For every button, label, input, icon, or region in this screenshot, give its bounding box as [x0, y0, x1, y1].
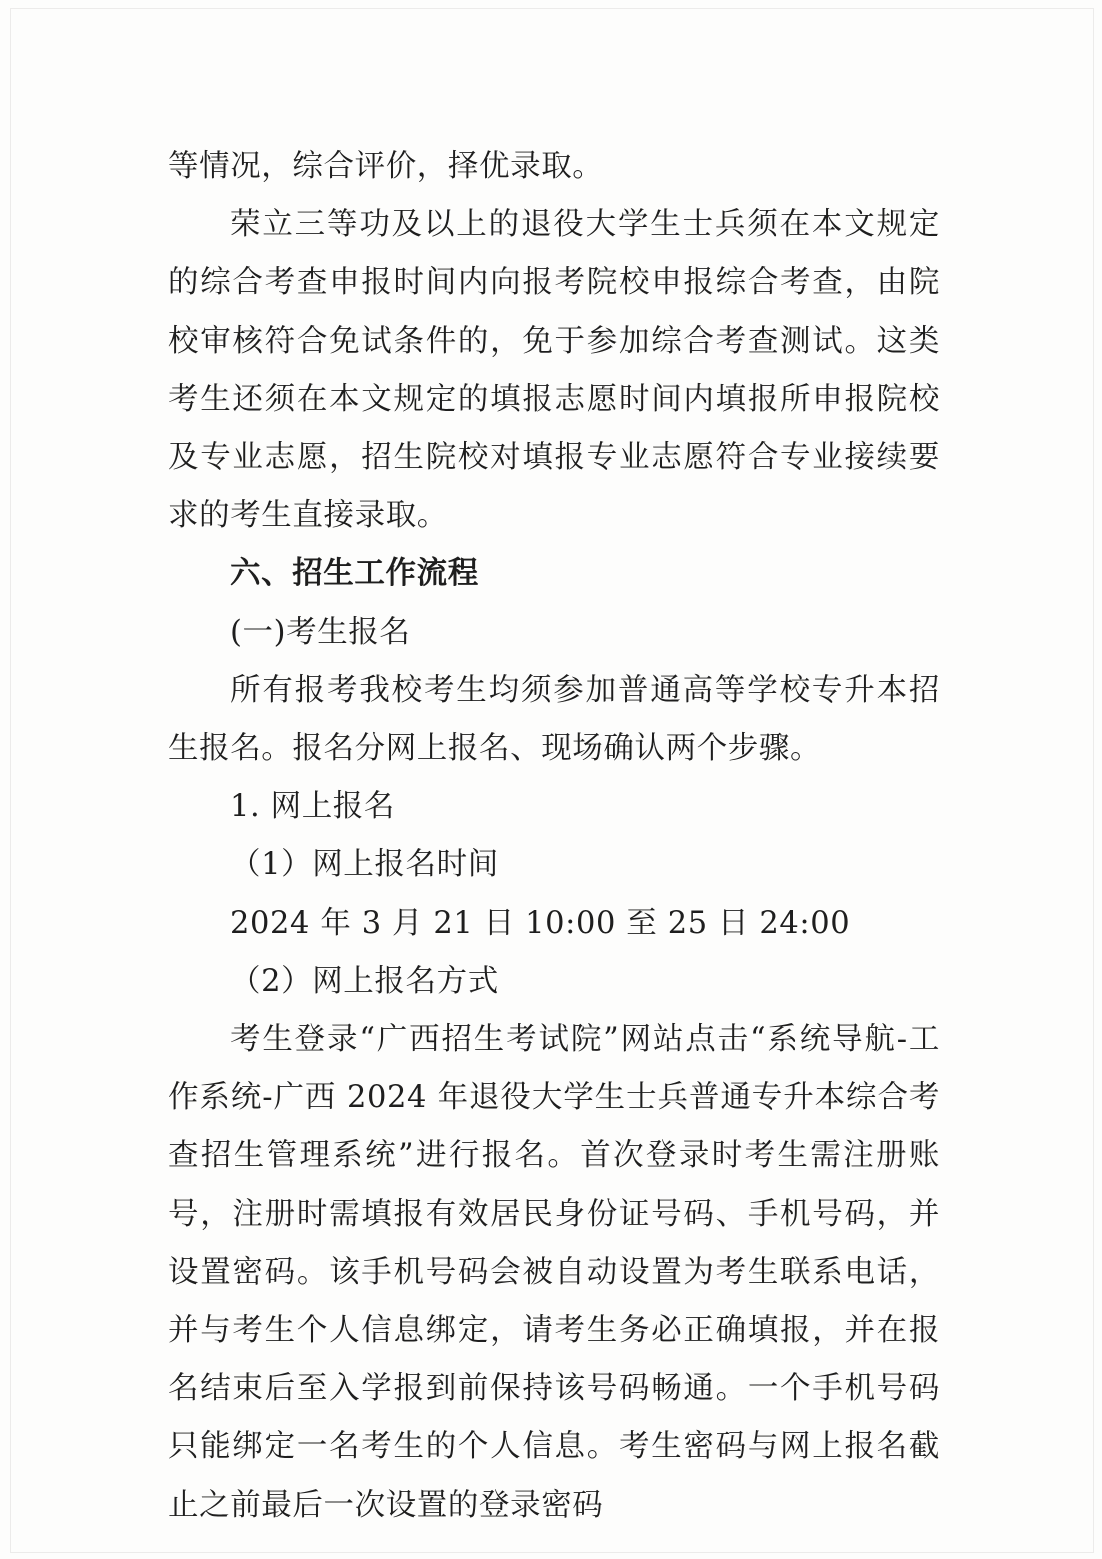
- document-body: [168, 138, 940, 1535]
- item-heading-registration-time: （1）网上报名时间: [230, 847, 499, 883]
- section-heading-enrollment-process: 六、招生工作流程: [230, 556, 479, 592]
- paragraph-registration-dates: 2024 年 3 月 21 日 10:00 至 25 日 24:00: [230, 905, 851, 941]
- item-heading-online-registration: 1. 网上报名: [230, 789, 395, 825]
- paragraph-registration-instructions: 考生登录“广西招生考试院”网站点击“系统导航-工作系统-广西 2024 年退役大学生士兵普通专升本综合考查招生管理系统”进行报名。首次登录时考生需注册账号，注册时需填报有效居民身份证号码、手机号码，并设置密码。该手机号码会被自动设置为考生联系电话，并与考生个人信息绑定，请考生务必正确填报，并在报名结束后至入学报到前保持该号码畅通。一个手机号码只能绑定一名考生的个人信息。考生密码与网上报名截止之前最后一次设置的登录密码: [168, 1022, 940, 1523]
- paragraph-evaluation: 等情况，综合评价，择优录取。: [168, 149, 604, 184]
- paragraph-merit-exemption: 荣立三等功及以上的退役大学生士兵须在本文规定的综合考查申报时间内向报考院校申报综合考查，由院校审核符合免试条件的，免于参加综合考查测试。这类考生还须在本文规定的填报志愿时间内填报所申报院校及专业志愿，招生院校对填报专业志愿符合专业接续要求的考生直接录取。: [168, 207, 940, 534]
- subsection-heading-registration: (一)考生报名: [230, 614, 411, 650]
- paragraph-registration-steps: 所有报考我校考生均须参加普通高等学校专升本招生报名。报名分网上报名、现场确认两个步骤。: [168, 672, 940, 767]
- item-heading-registration-method: （2）网上报名方式: [230, 963, 499, 999]
